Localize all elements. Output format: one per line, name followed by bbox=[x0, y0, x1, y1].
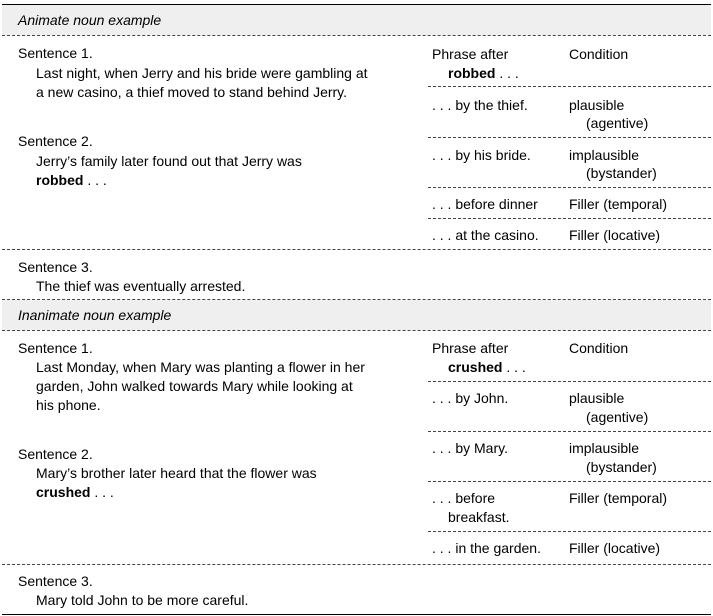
animate-s1-line2: a new casino, a thief moved to stand behind Jerry. bbox=[36, 84, 348, 100]
inanimate-row2-condition: implausible bbox=[569, 440, 640, 456]
inanimate-s1-label: Sentence 1. bbox=[18, 340, 93, 356]
animate-header-label: Animate noun example bbox=[18, 12, 162, 28]
inanimate-phrase-header: Phrase after bbox=[432, 340, 509, 356]
animate-s1-label: Sentence 1. bbox=[18, 45, 93, 61]
inanimate-phrase-ellipsis: . . . bbox=[502, 359, 526, 375]
inanimate-s3-line1: Mary told John to be more careful. bbox=[36, 592, 249, 608]
divider bbox=[428, 187, 711, 188]
animate-phrase-ellipsis: . . . bbox=[495, 65, 519, 81]
animate-row4-phrase: . . . at the casino. bbox=[432, 227, 539, 243]
animate-row1-phrase: . . . by the thief. bbox=[432, 97, 528, 113]
animate-row3-phrase: . . . before dinner bbox=[432, 196, 538, 212]
divider bbox=[428, 137, 711, 138]
inanimate-row2-condition-detail: (bystander) bbox=[586, 459, 657, 475]
inanimate-row2-phrase: . . . by Mary. bbox=[432, 440, 508, 456]
animate-section-header bbox=[2, 5, 711, 35]
divider bbox=[428, 381, 711, 382]
inanimate-s1-line1: Last Monday, when Mary was planting a flower in her bbox=[36, 359, 365, 375]
stimuli-table bbox=[2, 4, 711, 614]
inanimate-row3-condition: Filler (temporal) bbox=[569, 490, 668, 506]
divider bbox=[428, 481, 711, 482]
animate-s2-line2 bbox=[36, 171, 107, 190]
animate-row1-condition: plausible bbox=[569, 97, 625, 113]
animate-phrase-verb: robbed bbox=[448, 65, 496, 81]
inanimate-row3-phrase: . . . before bbox=[432, 490, 496, 506]
animate-s2-line1: Jerry’s family later found out that Jerry was bbox=[36, 153, 302, 169]
inanimate-section-header bbox=[2, 300, 711, 330]
inanimate-target-verb: crushed bbox=[36, 484, 91, 500]
inanimate-s2-label: Sentence 2. bbox=[18, 446, 93, 462]
animate-condition-header: Condition bbox=[569, 46, 629, 62]
inanimate-condition-header: Condition bbox=[569, 340, 629, 356]
divider bbox=[2, 249, 711, 250]
animate-phrase-header: Phrase after bbox=[432, 46, 509, 62]
inanimate-row4-condition: Filler (locative) bbox=[569, 540, 661, 556]
divider bbox=[428, 531, 711, 532]
animate-target-verb: robbed bbox=[36, 172, 84, 188]
inanimate-row3-phrase-cont: breakfast. bbox=[448, 509, 510, 525]
inanimate-s1-line2: garden, John walked towards Mary while looking at bbox=[36, 378, 353, 394]
animate-row2-condition-detail: (bystander) bbox=[586, 165, 657, 181]
animate-row2-phrase: . . . by his bride. bbox=[432, 147, 531, 163]
inanimate-s1-line3: his phone. bbox=[36, 397, 101, 413]
animate-row3-condition: Filler (temporal) bbox=[569, 196, 668, 212]
animate-row2-condition: implausible bbox=[569, 147, 640, 163]
inanimate-row1-condition-detail: (agentive) bbox=[586, 409, 649, 425]
animate-phrase-header-verb bbox=[448, 64, 519, 83]
inanimate-row1-phrase: . . . by John. bbox=[432, 390, 509, 406]
animate-s3-line1: The thief was eventually arrested. bbox=[36, 278, 246, 294]
animate-s3-label: Sentence 3. bbox=[18, 259, 93, 275]
inanimate-s2-line1: Mary’s brother later heard that the flower was bbox=[36, 465, 317, 481]
divider bbox=[2, 330, 711, 331]
inanimate-phrase-verb: crushed bbox=[448, 359, 503, 375]
animate-row4-condition: Filler (locative) bbox=[569, 227, 661, 243]
divider bbox=[2, 564, 711, 565]
bottom-rule bbox=[2, 614, 711, 615]
inanimate-phrase-header-verb bbox=[448, 358, 526, 377]
divider bbox=[428, 86, 711, 87]
inanimate-row1-condition: plausible bbox=[569, 390, 625, 406]
animate-row1-condition-detail: (agentive) bbox=[586, 115, 649, 131]
inanimate-s3-label: Sentence 3. bbox=[18, 573, 93, 589]
divider bbox=[428, 431, 711, 432]
divider bbox=[2, 35, 711, 36]
animate-s1-line1: Last night, when Jerry and his bride were gambling at bbox=[36, 65, 368, 81]
animate-s2-label: Sentence 2. bbox=[18, 133, 93, 149]
divider bbox=[428, 218, 711, 219]
inanimate-header-label: Inanimate noun example bbox=[18, 307, 172, 323]
animate-s2-ellipsis: . . . bbox=[83, 172, 107, 188]
inanimate-s2-line2 bbox=[36, 483, 114, 502]
inanimate-row4-phrase: . . . in the garden. bbox=[432, 540, 541, 556]
inanimate-s2-ellipsis: . . . bbox=[90, 484, 114, 500]
